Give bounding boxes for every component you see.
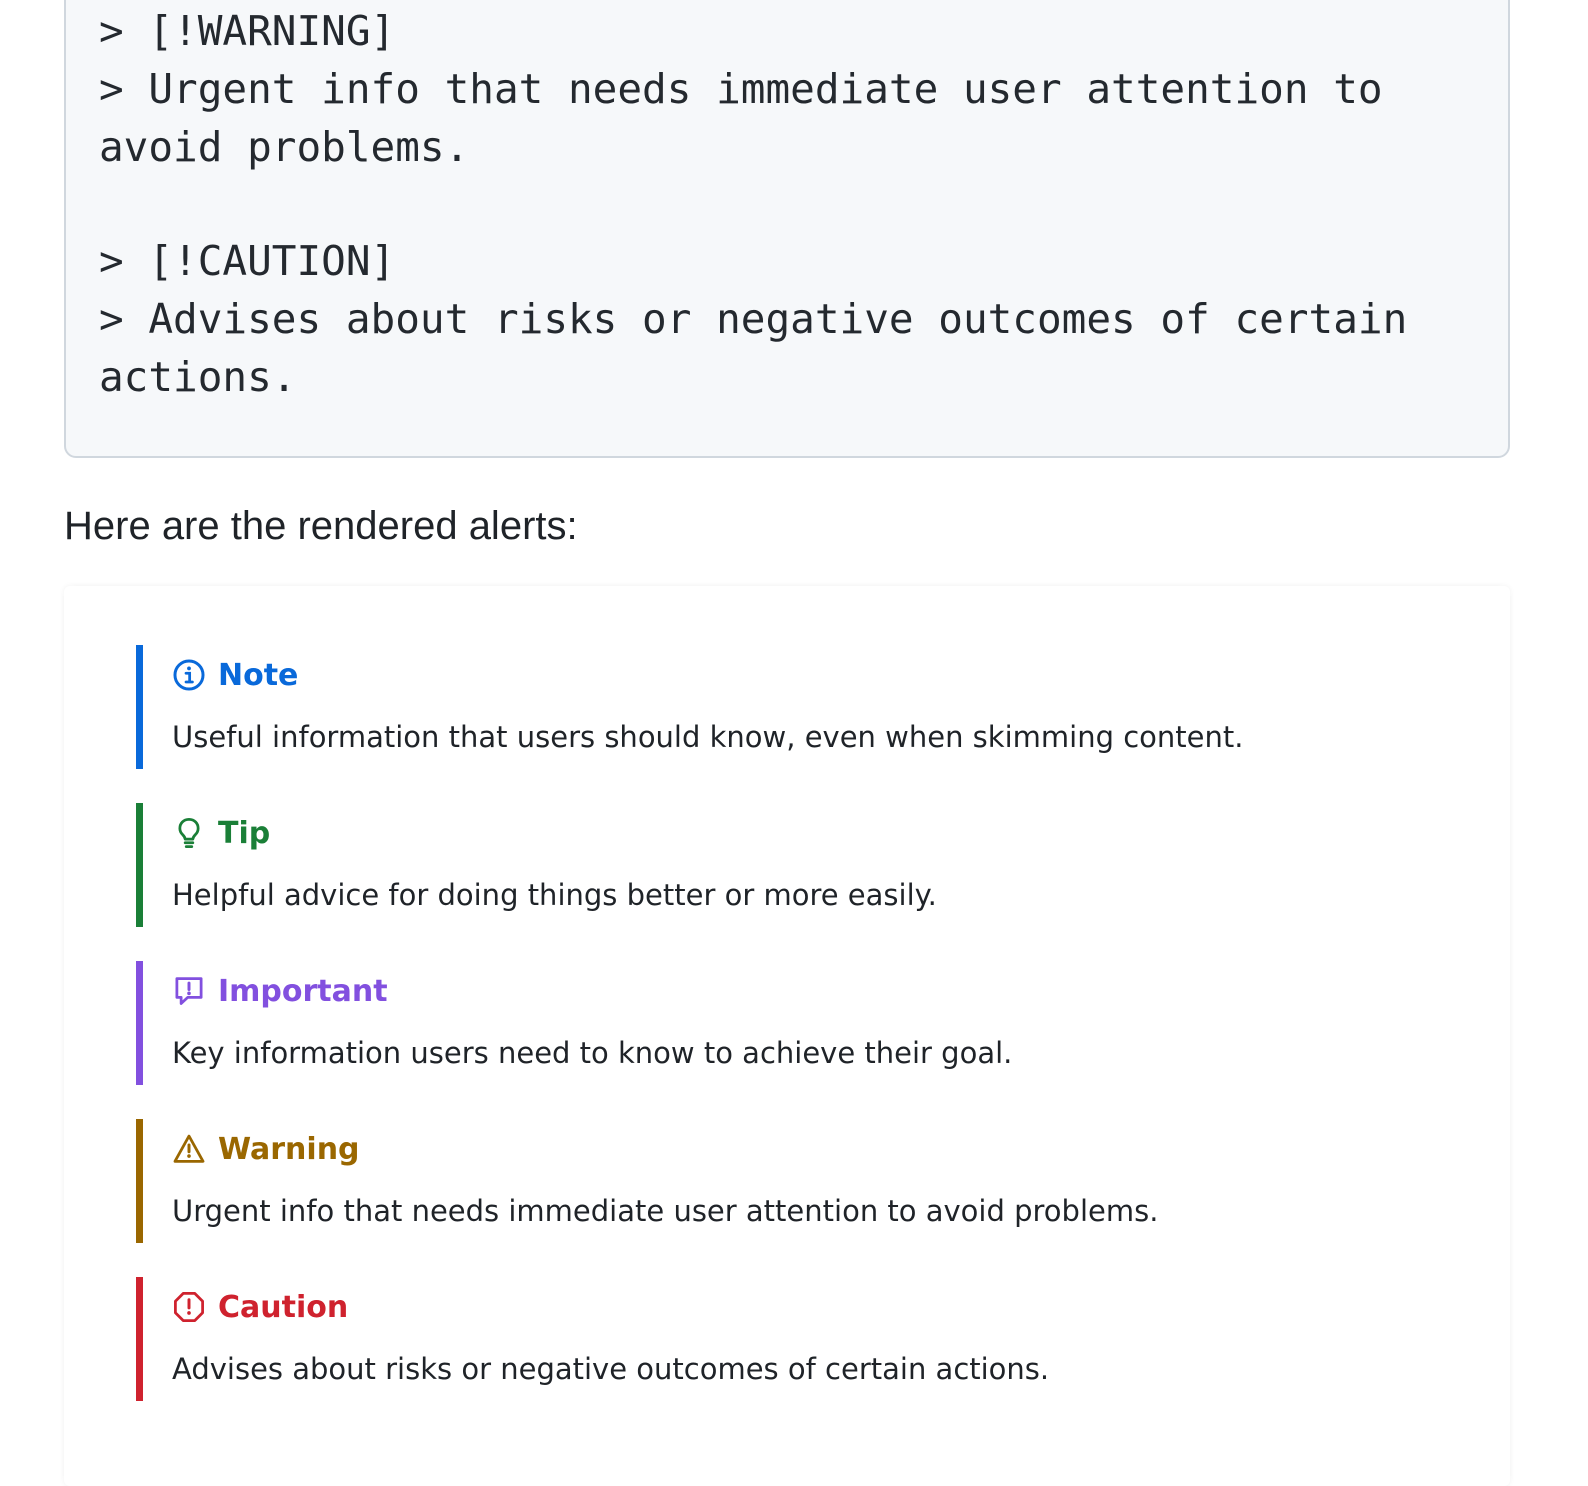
alert-caution-bar <box>136 1277 143 1401</box>
alert-warning <box>136 1119 1436 1243</box>
alert-caution-label: Caution <box>218 1289 349 1325</box>
alert-note-body: Useful information that users should know, even when skimming content. <box>172 720 1244 754</box>
alert-important-bar <box>136 961 143 1085</box>
alert-important-title <box>172 971 388 1011</box>
alert-caution-body: Advises about risks or negative outcomes of certain actions. <box>172 1352 1050 1386</box>
lightbulb-icon <box>172 816 206 850</box>
alert-warning-title <box>172 1129 360 1169</box>
alert-caution <box>136 1277 1436 1401</box>
alert-note-bar <box>136 645 143 769</box>
code-line: actions. <box>99 353 297 401</box>
alert-tip-label: Tip <box>218 815 271 851</box>
alert-important <box>136 961 1436 1085</box>
alert-tip-bar <box>136 803 143 927</box>
code-line: > Advises about risks or negative outcomes of certain <box>99 295 1408 343</box>
alert-note-title <box>172 655 298 695</box>
alert-warning-label: Warning <box>218 1131 360 1167</box>
info-icon <box>172 658 206 692</box>
alert-important-label: Important <box>218 973 388 1009</box>
code-line: avoid problems. <box>99 123 470 171</box>
code-line: > [!WARNING] <box>99 7 396 55</box>
alert-tip <box>136 803 1436 927</box>
alert-note <box>136 645 1436 769</box>
alert-icon <box>172 1132 206 1166</box>
alert-warning-bar <box>136 1119 143 1243</box>
alert-tip-title <box>172 813 270 853</box>
report-icon <box>172 974 206 1008</box>
alert-note-label: Note <box>218 657 299 693</box>
code-line: > [!CAUTION] <box>99 237 396 285</box>
alert-important-body: Key information users need to know to achieve their goal. <box>172 1036 1013 1070</box>
alert-caution-title <box>172 1287 348 1327</box>
code-line: > Urgent info that needs immediate user attention to <box>99 65 1383 113</box>
alert-tip-body: Helpful advice for doing things better or more easily. <box>172 878 937 912</box>
markdown-code-block <box>64 0 1510 458</box>
stop-icon <box>172 1290 206 1324</box>
alert-warning-body: Urgent info that needs immediate user attention to avoid problems. <box>172 1194 1159 1228</box>
intro-paragraph: Here are the rendered alerts: <box>64 504 578 548</box>
